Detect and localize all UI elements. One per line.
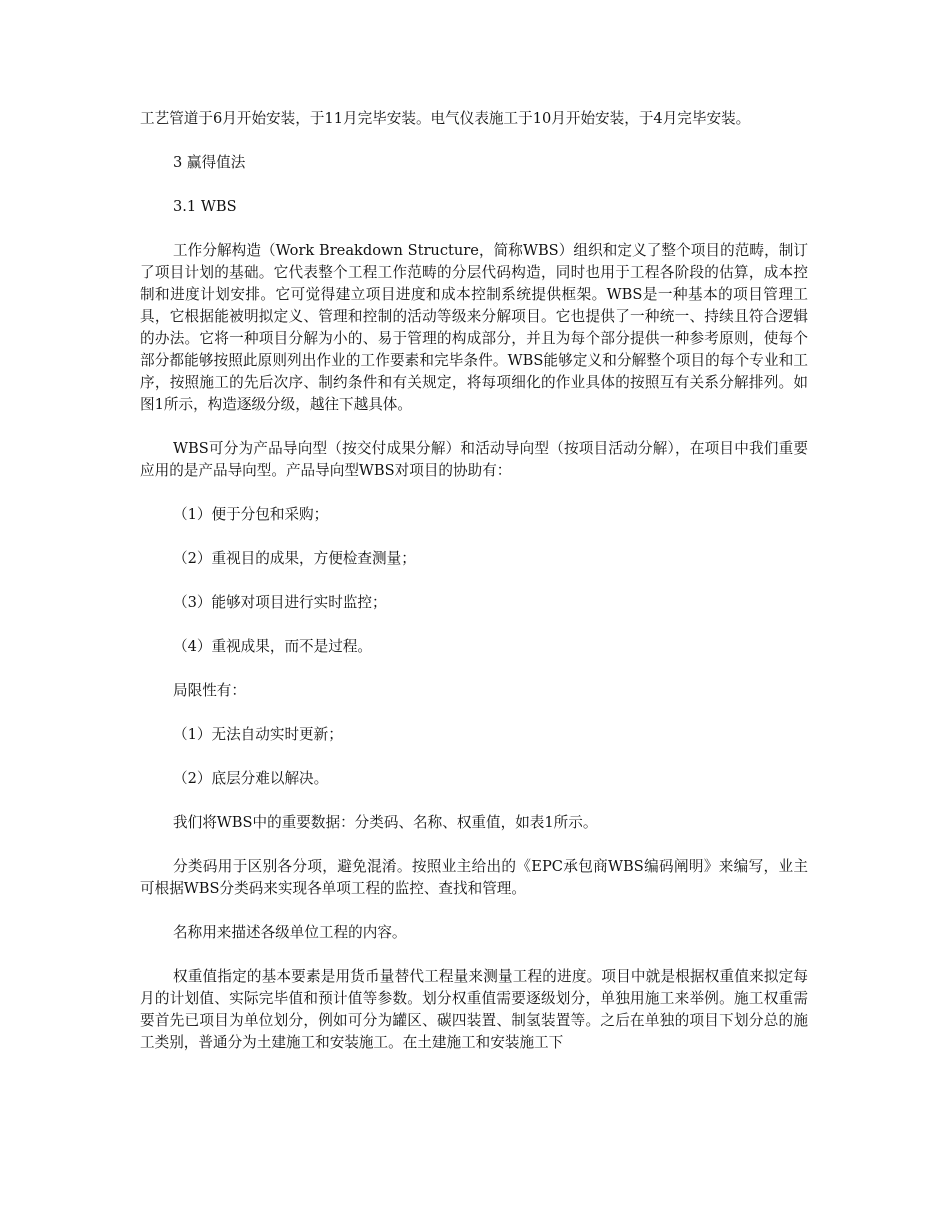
paragraph-name-field: 名称用来描述各级单位工程的内容。 (173, 924, 407, 941)
list-item-advantage-1: （1）便于分包和采购； (173, 506, 329, 523)
paragraph-wbs-key-data: 我们将WBS中的重要数据：分类码、名称、权重值，如表1所示。 (173, 814, 598, 831)
subsection-heading-wbs: 3.1 WBS (173, 198, 237, 215)
paragraph-wbs-types: WBS可分为产品导向型（按交付成果分解）和活动导向型（按项目活动分解），在项目中我们重要应用的是产品导向型。产品导向型WBS对项目的协助有： (140, 440, 808, 479)
paragraph-classification-code: 分类码用于区别各分项，避免混淆。按照业主给出的《EPC承包商WBS编码阐明》来编写，业主可根据WBS分类码来实现各单项工程的监控、查找和管理。 (140, 858, 808, 897)
list-item-advantage-2: （2）重视目的成果，方便检查测量； (173, 550, 416, 567)
paragraph-wbs-definition: 工作分解构造（Work Breakdown Structure，简称WBS）组织和定义了整个项目的范畴，制订了项目计划的基础。它代表整个工程工作范畴的分层代码构造，同时也用于工程各阶段的估算，成本控制和进度计划安排。它可觉得建立项目进度和成本控制系统提供框架。WBS是一种基本的项目管理工具，它根据能被明拟定义、管理和控制的活动等级来分解项目。它也提供了一种统一、持续且符合逻辑的办法。它将一种项目分解为小的、易于管理的构成部分，并且为每个部分提供一种参考原则，使每个部分都能够按照此原则列出作业的工作要素和完毕条件。WBS能够定义和分解整个项目的每个专业和工序，按照施工的先后次序、制约条件和有关规定，将每项细化的作业具体的按照互有关系分解排列。如图1所示，构造逐级分级，越往下越具体。 (140, 242, 808, 413)
paragraph-install-schedule: 工艺管道于6月开始安装，于11月完毕安装。电气仪表施工于10月开始安装，于4月完毕安装。 (140, 110, 751, 127)
limitations-label: 局限性有： (173, 682, 246, 699)
document-page (140, 108, 808, 1054)
list-item-advantage-3: （3）能够对项目进行实时监控； (173, 594, 387, 611)
list-item-advantage-4: （4）重视成果，而不是过程。 (173, 638, 373, 655)
paragraph-weight-value: 权重值指定的基本要素是用货币量替代工程量来测量工程的进度。项目中就是根据权重值来拟定每月的计划值、实际完毕值和预计值等参数。划分权重值需要逐级划分，单独用施工来举例。施工权重需要首先已项目为单位划分，例如可分为罐区、碳四装置、制氢装置等。之后在单独的项目下划分总的施工类别，普通分为土建施工和安装施工。在土建施工和安装施工下 (140, 968, 808, 1051)
section-heading-earned-value: 3 赢得值法 (173, 154, 246, 171)
list-item-limitation-2: （2）底层分难以解决。 (173, 770, 329, 787)
list-item-limitation-1: （1）无法自动实时更新； (173, 726, 343, 743)
